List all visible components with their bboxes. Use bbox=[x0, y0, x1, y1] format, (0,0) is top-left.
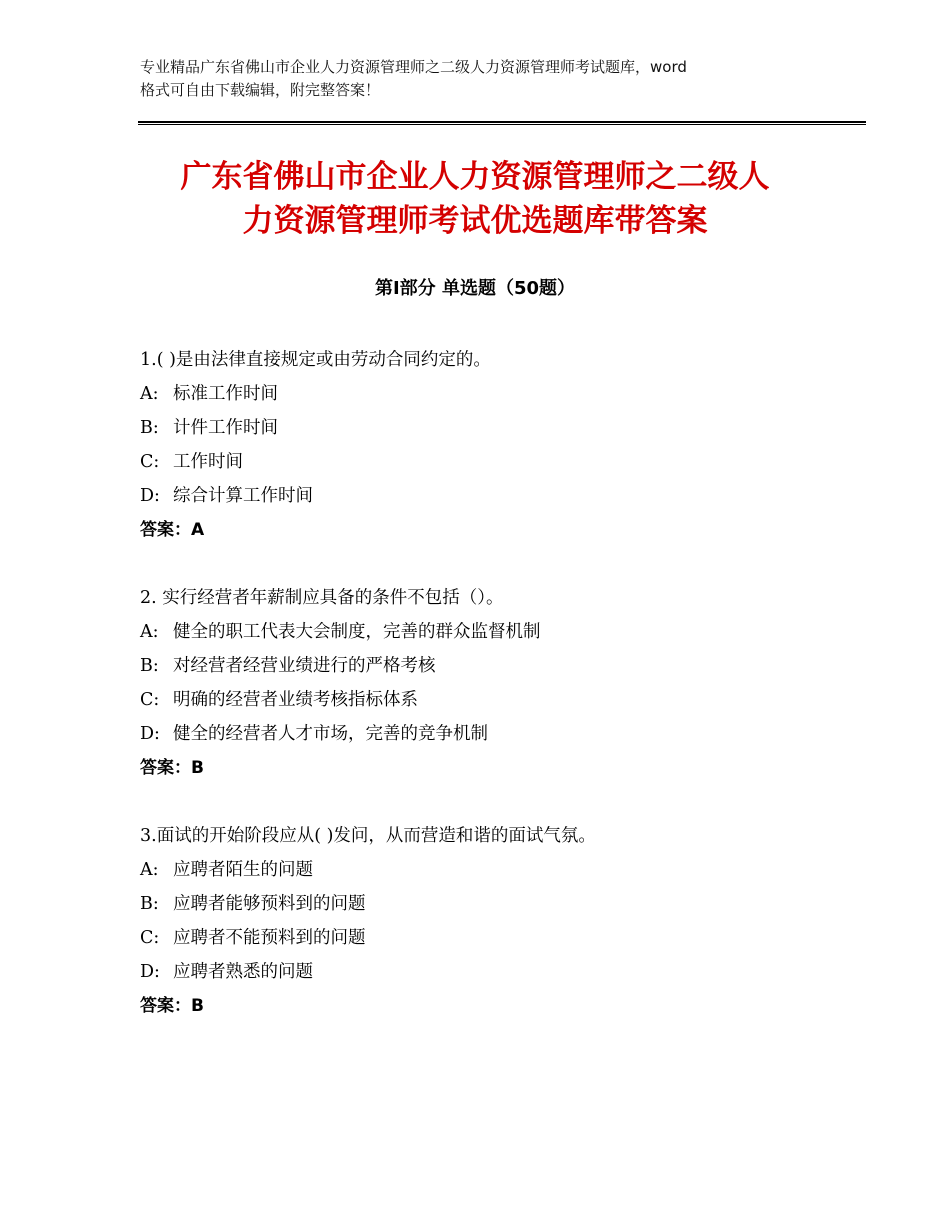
option-text: 对经营者经营业绩进行的严格考核 bbox=[173, 656, 436, 676]
header-note-line-1: 专业精品广东省佛山市企业人力资源管理师之二级人力资源管理师考试题库，word bbox=[140, 58, 687, 76]
option-key: B: bbox=[140, 656, 159, 676]
option-key: A: bbox=[140, 384, 159, 404]
option-text: 应聘者熟悉的问题 bbox=[173, 962, 313, 982]
option-d bbox=[140, 717, 860, 751]
document-title bbox=[100, 155, 850, 243]
question-stem: 2. 实行经营者年薪制应具备的条件不包括（）。 bbox=[140, 588, 504, 608]
option-text: 综合计算工作时间 bbox=[173, 486, 313, 506]
option-a bbox=[140, 615, 860, 649]
option-key: B: bbox=[140, 894, 159, 914]
option-key: B: bbox=[140, 418, 159, 438]
option-key: D: bbox=[140, 724, 160, 744]
answer-label: 答案：A bbox=[140, 520, 205, 540]
option-c bbox=[140, 921, 860, 955]
document-title-line-2: 力资源管理师考试优选题库带答案 bbox=[242, 203, 708, 239]
question-item bbox=[140, 581, 860, 785]
option-d bbox=[140, 955, 860, 989]
answer-label: 答案：B bbox=[140, 996, 204, 1016]
option-a bbox=[140, 377, 860, 411]
document-title-line-1: 广东省佛山市企业人力资源管理师之二级人 bbox=[180, 159, 770, 195]
answer-label: 答案：B bbox=[140, 758, 204, 778]
option-text: 工作时间 bbox=[173, 452, 243, 472]
option-c bbox=[140, 683, 860, 717]
option-text: 应聘者不能预料到的问题 bbox=[173, 928, 366, 948]
question-item bbox=[140, 343, 860, 547]
question-stem: 1.( )是由法律直接规定或由劳动合同约定的。 bbox=[140, 350, 491, 370]
header-note-line-2: 格式可自由下载编辑，附完整答案！ bbox=[140, 81, 381, 99]
option-text: 健全的职工代表大会制度，完善的群众监督机制 bbox=[173, 622, 541, 642]
header-divider bbox=[138, 121, 866, 125]
header-note bbox=[140, 56, 840, 102]
option-key: A: bbox=[140, 622, 159, 642]
question-item bbox=[140, 819, 860, 1023]
option-b bbox=[140, 649, 860, 683]
option-key: C: bbox=[140, 928, 160, 948]
option-b bbox=[140, 411, 860, 445]
option-key: C: bbox=[140, 452, 160, 472]
option-key: C: bbox=[140, 690, 160, 710]
option-text: 计件工作时间 bbox=[173, 418, 278, 438]
option-text: 健全的经营者人才市场，完善的竞争机制 bbox=[173, 724, 488, 744]
question-list bbox=[140, 343, 860, 1057]
option-text: 应聘者陌生的问题 bbox=[173, 860, 313, 880]
option-key: A: bbox=[140, 860, 159, 880]
section-heading: 第Ⅰ部分 单选题（50题） bbox=[374, 278, 575, 299]
question-stem: 3.面试的开始阶段应从( )发问，从而营造和谐的面试气氛。 bbox=[140, 826, 596, 846]
option-d bbox=[140, 479, 860, 513]
option-text: 应聘者能够预料到的问题 bbox=[173, 894, 366, 914]
option-text: 明确的经营者业绩考核指标体系 bbox=[173, 690, 418, 710]
option-c bbox=[140, 445, 860, 479]
option-b bbox=[140, 887, 860, 921]
option-key: D: bbox=[140, 962, 160, 982]
option-text: 标准工作时间 bbox=[173, 384, 278, 404]
option-a bbox=[140, 853, 860, 887]
option-key: D: bbox=[140, 486, 160, 506]
